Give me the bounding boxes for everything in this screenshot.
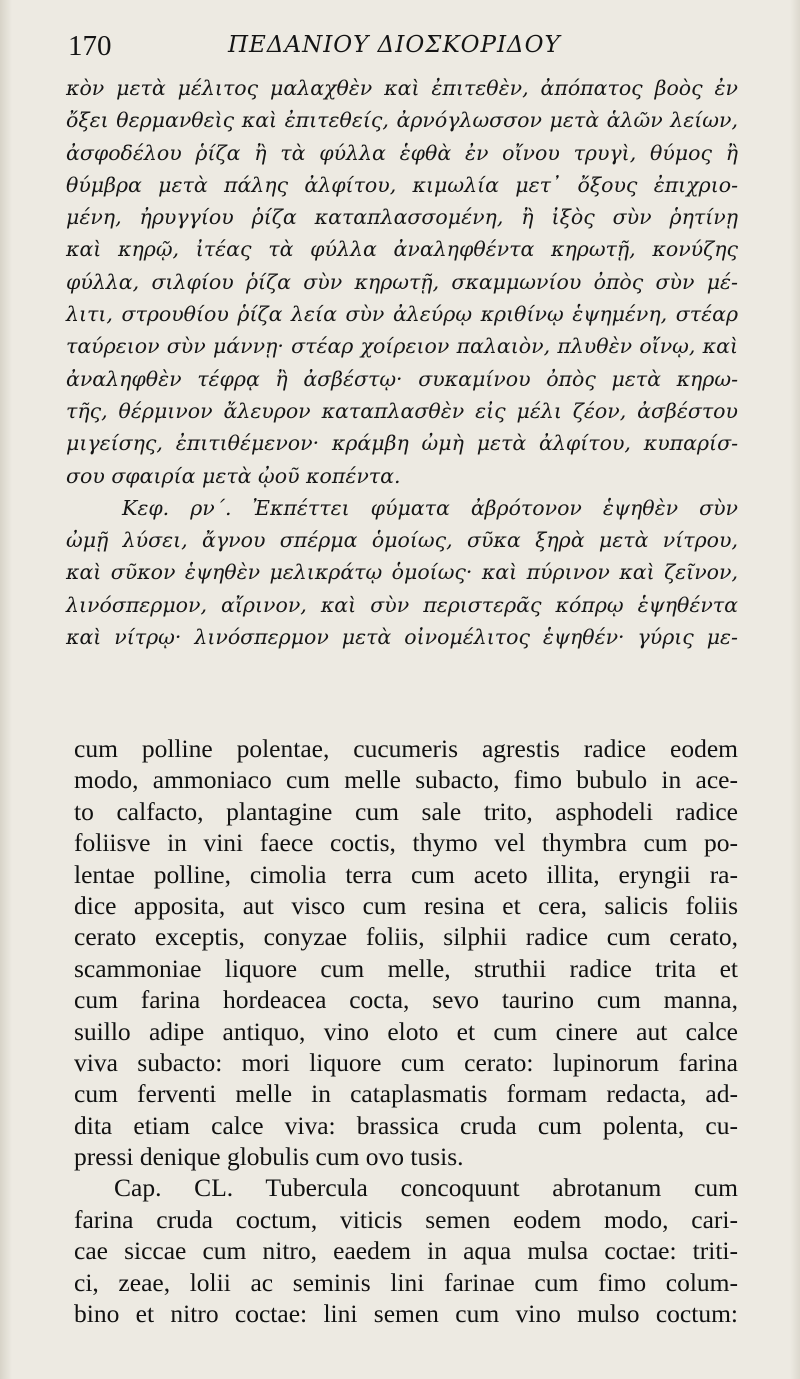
greek-line: μιγείσης, ἐπιτιθέμενον· κράμβη ὠμὴ μετὰ ἀλφίτου, κυπαρίσ- [66, 431, 738, 456]
latin-line: cum polline polentae, cucumeris agrestis radice eodem [74, 734, 738, 763]
greek-line: φύλλα, σιλφίου ῥίζα σὺν κηρωτῇ, σκαμμωνίου ὀπὸς σὺν μέ- [66, 269, 738, 294]
greek-line: κὸν μετὰ μέλιτος μαλαχθὲν καὶ ἐπιτεθὲν, ἀπόπατος βοὸς ἐν [66, 76, 738, 100]
latin-line: bino et nitro coctae: lini semen cum vino mulso coctum: [74, 1299, 738, 1329]
latin-line: cum farina hordeacea cocta, sevo taurino cum manna, [74, 985, 738, 1015]
greek-text-block [66, 72, 738, 653]
greek-line: ὠμῇ λύσει, ἄγνου σπέρμα ὁμοίως, σῦκα ξηρὰ μετὰ νίτρου, [66, 528, 738, 553]
latin-line: pressi denique globulis cum ovo tusis. [74, 1142, 464, 1172]
latin-line: viva subacto: mori liquore cum cerato: lupinorum farina [74, 1047, 738, 1077]
greek-line: ἀναληφθὲν τέφρᾳ ἢ ἀσβέστῳ· συκαμίνου ὀπὸς μετὰ κηρω- [66, 366, 738, 391]
latin-line: lentae polline, cimolia terra cum aceto illita, eryngii ra- [74, 859, 738, 889]
greek-line: σου σφαιρία μετὰ ᾠοῦ κοπέντα. [66, 463, 401, 488]
greek-line: ἀσφοδέλου ῥίζα ἢ τὰ φύλλα ἑφθὰ ἐν οἴνου τρυγὶ, θύμος ἢ [66, 140, 738, 165]
latin-line: scammoniae liquore cum melle, struthii radice trita et [74, 953, 738, 983]
latin-text-block [74, 733, 738, 1329]
greek-line: τῆς, θέρμινον ἄλευρον καταπλασθὲν εἰς μέλι ζέον, ἀσβέστου [66, 398, 738, 423]
latin-line: modo, ammoniaco cum melle subacto, fimo bubulo in ace- [74, 765, 738, 795]
running-head: ΠΕΔΑΝΙΟΥ ΔΙΟΣΚΟΡΙΔΟΥ [228, 32, 561, 58]
latin-chapter-heading-line: Cap. CL. Tubercula concoquunt abrotanum cum [114, 1173, 738, 1203]
greek-line: καὶ κηρῷ, ἰτέας τὰ φύλλα ἀναληφθέντα κηρωτῇ, κονύζης [66, 237, 738, 262]
latin-line: cerato exceptis, conyzae foliis, silphii radice cum cerato, [74, 922, 738, 952]
latin-line: to calfacto, plantagine cum sale trito, asphodeli radice [74, 796, 738, 826]
greek-line: ὄξει θερμανθεὶς καὶ ἐπιτεθείς, ἀρνόγλωσσον μετὰ ἁλῶν λείων, [66, 108, 738, 133]
latin-line: cum ferventi melle in cataplasmatis formam redacta, ad- [74, 1079, 738, 1109]
page-header [68, 30, 738, 66]
latin-line: dice apposita, aut visco cum resina et cera, salicis foliis [74, 890, 738, 920]
latin-line: farina cruda coctum, viticis semen eodem modo, cari- [74, 1204, 738, 1234]
latin-line: ci, zeae, lolii ac seminis lini farinae cum fimo colum- [74, 1267, 738, 1297]
greek-line: καὶ νίτρῳ· λινόσπερμον μετὰ οἰνομέλιτος ἑψηθέν· γύρις με- [66, 625, 738, 650]
page-number: 170 [68, 30, 112, 62]
greek-chapter-heading-line: Κεφ. ρν΄. Ἐκπέττει φύματα ἀβρότονον ἑψηθὲν σὺν [122, 495, 738, 520]
greek-line: μένη, ἠρυγγίου ῥίζα καταπλασσομένη, ἢ ἰξὸς σὺν ῥητίνῃ [66, 205, 738, 230]
greek-line: καὶ σῦκον ἑψηθὲν μελικράτῳ ὁμοίως· καὶ πύρινον καὶ ζεῖνον, [66, 560, 738, 585]
greek-line: λινόσπερμον, αἴρινον, καὶ σὺν περιστερᾶς κόπρῳ ἑψηθέντα [66, 592, 738, 617]
latin-line: cae siccae cum nitro, eaedem in aqua mulsa coctae: triti- [74, 1236, 738, 1266]
greek-line: λιτι, στρουθίου ῥίζα λεία σὺν ἀλεύρῳ κριθίνῳ ἑψημένη, στέαρ [66, 302, 738, 327]
greek-line: θύμβρα μετὰ πάλης ἀλφίτου, κιμωλία μετ᾽ ὄξους ἐπιχριο- [66, 172, 738, 197]
latin-line: suillo adipe antiquo, vino eloto et cum cinere aut calce [74, 1016, 738, 1046]
latin-line: dita etiam calce viva: brassica cruda cum polenta, cu- [74, 1110, 738, 1140]
greek-line: ταύρειον σὺν μάννῃ· στέαρ χοίρειον παλαιὸν, πλυθὲν οἴνῳ, καὶ [66, 334, 738, 359]
latin-line: foliisve in vini faece coctis, thymo vel thymbra cum po- [74, 828, 738, 858]
